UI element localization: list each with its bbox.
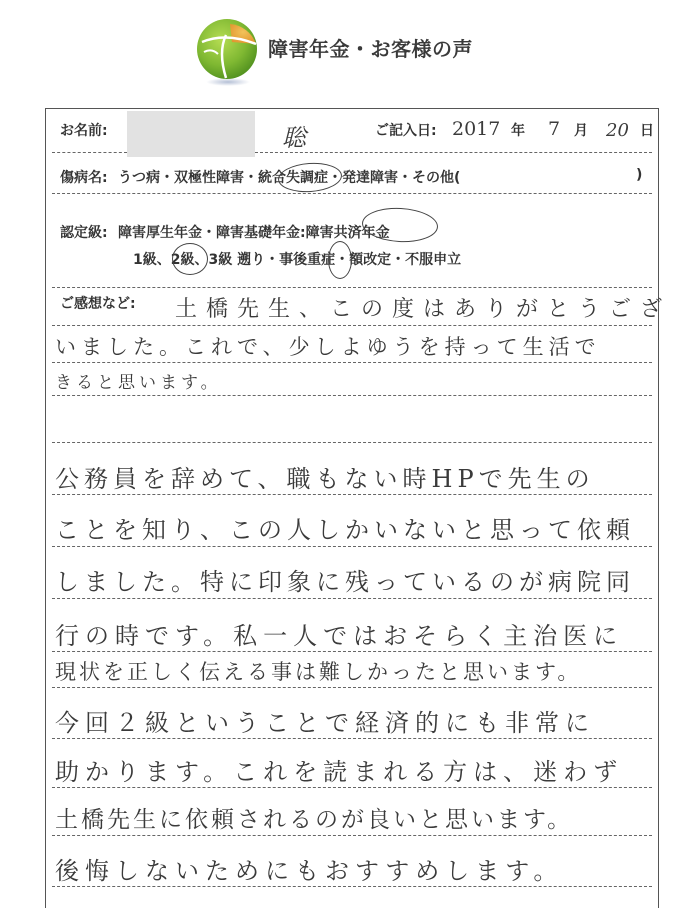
pension-types: 障害厚生年金・障害基礎年金:障害共済年金 — [118, 225, 390, 241]
writing-line — [52, 651, 652, 652]
comment-line-2: いました。これで、少しよゆうを持って生活で — [55, 335, 601, 359]
page-header — [0, 0, 697, 100]
comment-line-7: しました。特に印象に残っているのが病院同 — [55, 568, 635, 596]
writing-line — [52, 546, 652, 547]
divider-line — [255, 152, 652, 153]
writing-line — [52, 738, 652, 739]
grades-and-claim-types: 1級、2級、3級 遡り・事後重症・額改定・不服申立 — [133, 252, 462, 268]
comment-line-3: きると思います。 — [55, 373, 222, 393]
date-month: 7 — [548, 118, 561, 140]
diagnosis-other-close-paren: ) — [636, 167, 643, 183]
divider-line — [52, 193, 652, 194]
comment-line-5: 公務員を辞めて、職もない時HPで先生の — [55, 465, 595, 493]
diagnosis-options: うつ病・双極性障害・統合失調症・発達障害・その他( — [118, 170, 461, 186]
comment-line-11: 助かります。これを読まれる方は、迷わず — [55, 758, 624, 786]
writing-line — [52, 362, 652, 363]
comment-line-9: 現状を正しく伝える事は難しかったと思います。 — [55, 660, 582, 684]
comments-label: ご感想など: — [60, 296, 136, 312]
name-redaction-box — [127, 111, 255, 157]
writing-line — [52, 598, 652, 599]
name-label: お名前: — [60, 123, 108, 139]
divider-line — [52, 152, 127, 153]
diagnosis-label: 傷病名: — [60, 170, 108, 186]
date-day-unit: 日 — [640, 123, 654, 139]
logo-icon — [196, 18, 258, 80]
date-year-unit: 年 — [511, 123, 525, 139]
comment-line-8: 行の時です。私一人ではおそらく主治医に — [55, 622, 624, 650]
page-title: 障害年金・お客様の声 — [268, 37, 473, 61]
writing-line — [52, 687, 652, 688]
date-month-unit: 月 — [574, 123, 588, 139]
comment-line-6: ことを知り、この人しかいないと思って依頼 — [55, 516, 635, 544]
comment-line-10: 今回２級ということで経済的にも非常に — [55, 709, 595, 737]
writing-line — [52, 442, 652, 443]
writing-line — [52, 835, 652, 836]
date-label: ご記入日: — [375, 123, 437, 139]
name-handwritten-suffix: 聡 — [282, 124, 306, 152]
comment-line-1: 土橋先生、この度はありがとうござ — [175, 297, 672, 322]
writing-line — [52, 787, 652, 788]
certification-label: 認定級: — [60, 225, 108, 241]
writing-line — [52, 886, 652, 887]
comment-line-12: 土橋先生に依頼されるのが良いと思います。 — [55, 807, 574, 833]
date-year: 2017 — [452, 118, 501, 140]
writing-line — [52, 325, 652, 326]
writing-line — [52, 494, 652, 495]
date-day: 20 — [606, 120, 629, 141]
divider-line — [52, 287, 652, 288]
comment-line-13: 後悔しないためにもおすすめします。 — [55, 857, 564, 885]
writing-line — [52, 395, 652, 396]
